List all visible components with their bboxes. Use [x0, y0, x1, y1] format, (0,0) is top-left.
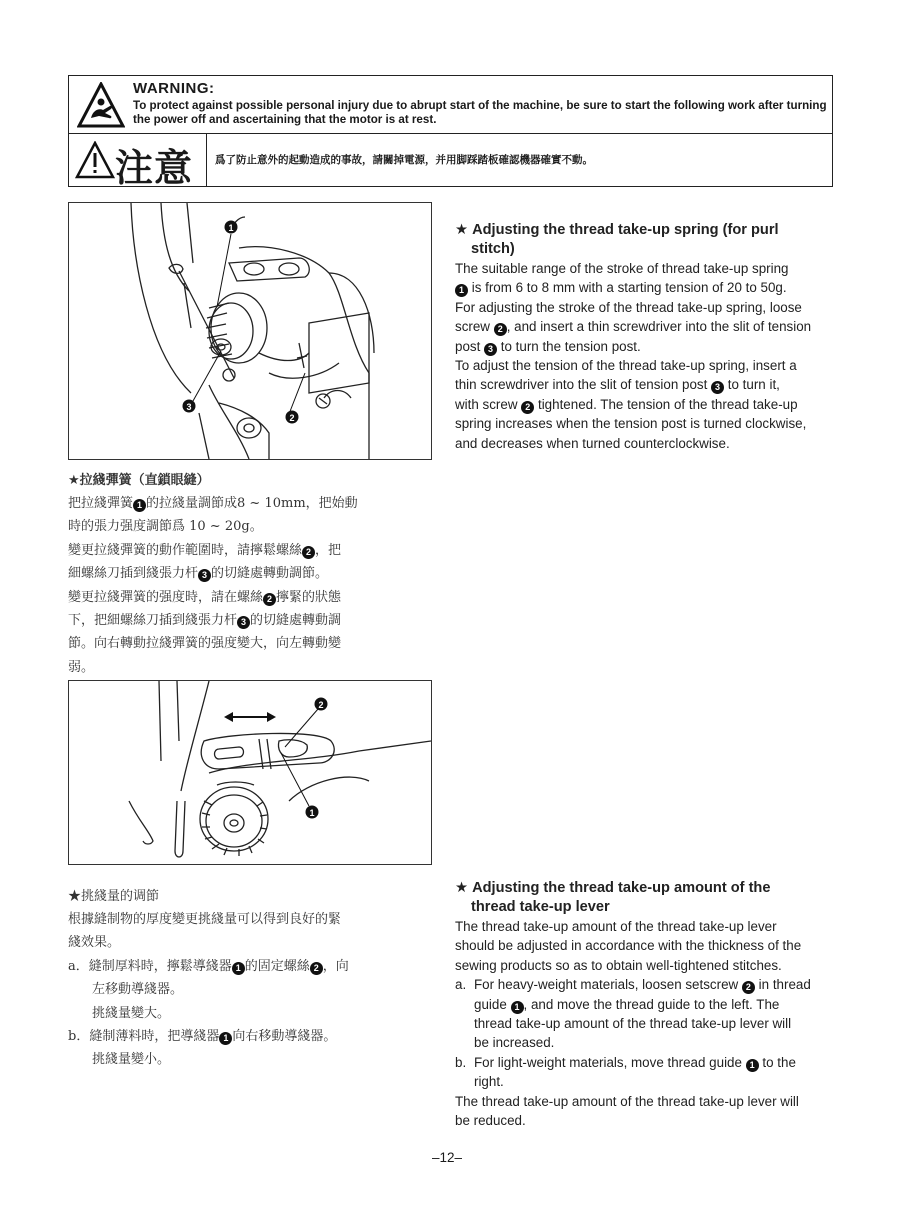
circled-1-icon: 1: [219, 1032, 232, 1045]
circled-1-icon: 1: [455, 284, 468, 297]
section2-cn-body: 根據縫制物的厚度變更挑綫量可以得到良好的緊 綫效果。 a．縫制厚料時，擰鬆導綫器 1 的固定螺絲 2 ，向 左移動導綫器。 挑綫量變大。 b．縫制薄料時，把導綫器 1 向右移動導綫器。 挑綫量變小。: [68, 912, 349, 1068]
section1-cn-title: ★拉綫彈簧（直鎖眼縫）: [68, 473, 210, 488]
section1-title: ★ Adjusting the thread take-up spring (for purl stitch): [455, 222, 779, 257]
warning-chinese-title: 注意: [115, 146, 194, 190]
callout-1: 1: [228, 223, 234, 233]
figure-thread-guide: [68, 680, 432, 865]
section2-paragraph2: The thread take-up amount of the thread take-up lever will be reduced.: [455, 1093, 799, 1129]
circled-2-icon: 2: [521, 401, 534, 414]
circled-3-icon: 3: [198, 569, 211, 582]
circled-1-icon: 1: [511, 1001, 524, 1014]
callout-2: 2: [318, 700, 324, 710]
section1-cn-body: 把拉綫彈簧 1 的拉綫量調節成8 ~ 10mm，把始動 時的張力强度調節爲 10 ~ 20g。 變更拉綫彈簧的動作範圍時，請擰鬆螺絲 2 ，把 細螺絲刀插到綫張力杆 3 的切縫處轉動調節。 變更拉綫彈簧的强度時，請在螺絲 2 擰緊的狀態 下，把細螺絲刀插到綫張力杆 3 的切縫處轉動調 節。向右轉動拉綫彈簧的强度變大，向左轉動變 弱。: [68, 496, 358, 675]
section-take-up-spring-chinese: [68, 470, 408, 679]
warning-text: To protect against possible personal injury due to abrupt start of the machine, be sure to start the following work after turning the power off and ascertaining that the motor is at rest.: [133, 99, 827, 126]
star-icon: ★: [455, 222, 469, 238]
callout-2: 2: [289, 413, 295, 423]
spring-mechanism-illustration: [69, 203, 431, 459]
warning-title: WARNING:: [133, 80, 215, 97]
section2-paragraph1: The thread take-up amount of the thread take-up lever should be adjusted in accordance with the thickness of the sewing products so as to obtain well-tightened stitches.: [455, 919, 802, 973]
circled-1-icon: 1: [746, 1059, 759, 1072]
section-take-up-lever-english: [455, 879, 837, 1130]
section2-title: ★ Adjusting the thread take-up amount of the thread take-up lever: [455, 880, 771, 915]
circled-1-icon: 1: [232, 962, 245, 975]
star-icon: ★: [455, 880, 469, 896]
circled-3-icon: 3: [484, 343, 497, 356]
section-take-up-spring-english: [455, 221, 837, 453]
warning-hand-hazard-icon: [77, 82, 125, 128]
warning-chinese-row: [69, 133, 832, 190]
warning-box: [68, 75, 833, 190]
warning-chinese-text: 爲了防止意外的起動造成的事故，請關掉電源，并用脚踩踏板確認機器確實不動。: [215, 154, 593, 166]
circled-3-icon: 3: [237, 616, 250, 629]
circled-3-icon: 3: [711, 381, 724, 394]
callout-3: 3: [186, 402, 192, 412]
circled-2-icon: 2: [302, 546, 315, 559]
section1-paragraph2: For adjusting the stroke of the thread take-up spring, loose screw 2 , and insert a thin screwdriver into the slit of tension post 3 to turn the tension post.: [455, 299, 812, 354]
section2-cn-title: ★挑綫量的调節: [68, 889, 160, 904]
circled-2-icon: 2: [494, 323, 507, 336]
section2-item-a: a. For heavy-weight materials, loosen setscrew 2 in thread guide 1 , and move the thread guide to the left. The thread take-up amount of the thread take-up lever will be increased.: [455, 977, 811, 1051]
callout-1: 1: [309, 808, 315, 818]
figure1-callouts: [183, 221, 299, 424]
figure-thread-take-up-spring: [68, 202, 432, 460]
circled-2-icon: 2: [742, 981, 755, 994]
warning-english-row: [69, 76, 832, 134]
double-arrow-icon: [224, 712, 276, 722]
exclamation-triangle-icon: [75, 141, 115, 179]
section1-paragraph1: The suitable range of the stroke of thread take-up spring 1 is from 6 to 8 mm with a starting tension of 20 to 50g.: [455, 261, 789, 296]
thread-guide-illustration: [69, 681, 431, 864]
circled-2-icon: 2: [310, 962, 323, 975]
section1-paragraph3: To adjust the tension of the thread take-up spring, insert a thin screwdriver into the slit of tension post 3 to turn it, with screw 2 tightened. The tension of the thread take-up spring increases when the tension post is turned clockwise, and decreases when turned counterclockwise.: [455, 358, 807, 451]
section-take-up-lever-chinese: [68, 886, 413, 1072]
page-number: –12–: [432, 1150, 463, 1165]
section2-item-b: b. For light-weight materials, move thread guide 1 to the right.: [455, 1054, 796, 1090]
circled-2-icon: 2: [263, 593, 276, 606]
circled-1-icon: 1: [133, 499, 146, 512]
warning-chinese-title-cell: [69, 133, 207, 190]
